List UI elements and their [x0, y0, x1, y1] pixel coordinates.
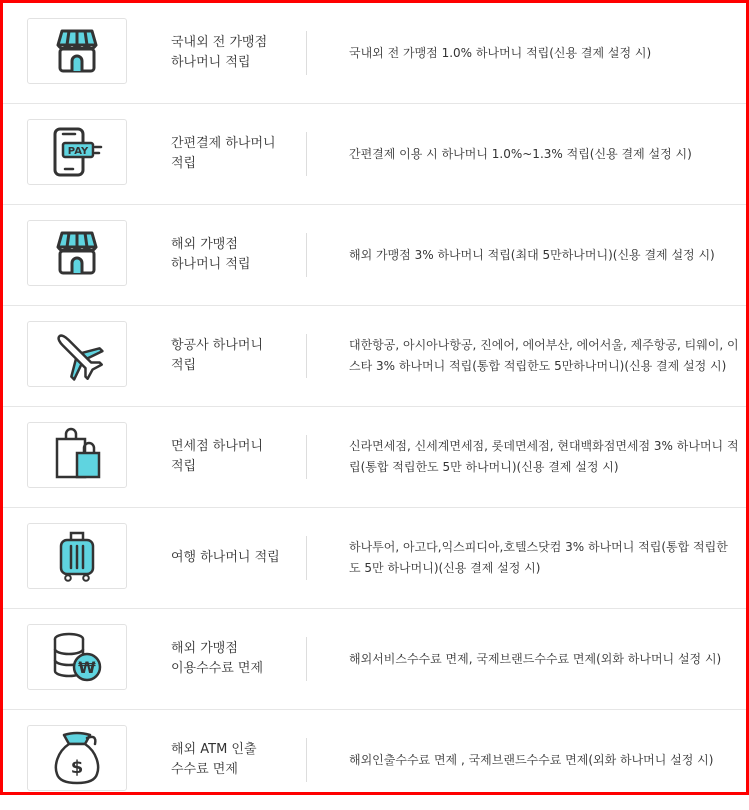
- benefit-icon-box: [27, 321, 127, 387]
- benefit-row: [3, 508, 746, 609]
- benefit-title: 간편결제 하나머니 적립: [171, 136, 276, 171]
- svg-text:$: $: [70, 757, 84, 778]
- divider: [306, 637, 307, 681]
- divider: [306, 31, 307, 75]
- benefit-description: 해외인출수수료 면제 , 국제브랜드수수료 면제(외화 하나머니 설정 시): [349, 752, 714, 767]
- coin-stack-won-icon: [49, 629, 105, 685]
- benefit-icon-box: [27, 725, 127, 791]
- benefit-title: 여행 하나머니 적립: [171, 550, 280, 565]
- benefit-title: 국내외 전 가맹점 하나머니 적립: [171, 35, 268, 70]
- benefit-row: [3, 407, 746, 508]
- benefit-title: 해외 가맹점 하나머니 적립: [171, 237, 251, 272]
- benefit-title: 해외 가맹점 이용수수료 면제: [171, 641, 264, 676]
- benefit-icon-box: [27, 119, 127, 185]
- svg-text:PAY: PAY: [67, 146, 89, 157]
- divider: [306, 233, 307, 277]
- money-bag-icon: [49, 730, 105, 786]
- benefit-icon-box: [27, 220, 127, 286]
- benefit-icon-box: [27, 624, 127, 690]
- benefit-description: 국내외 전 가맹점 1.0% 하나머니 적립(신용 결제 설정 시): [349, 45, 652, 60]
- store-icon: [49, 23, 105, 79]
- suitcase-icon: [49, 528, 105, 584]
- benefit-description: 대한항공, 아시아나항공, 진에어, 에어부산, 에어서울, 제주항공, 티웨이, 이스타 3% 하나머니 적립(통합 적립한도 5만하나머니)(신용 결제 설정 시): [349, 338, 739, 373]
- benefit-description: 해외서비스수수료 면제, 국제브랜드수수료 면제(외화 하나머니 설정 시): [349, 651, 722, 666]
- divider: [306, 738, 307, 782]
- benefit-row: [3, 609, 746, 710]
- divider: [306, 536, 307, 580]
- mobile-pay-icon: [49, 124, 105, 180]
- benefit-icon-box: [27, 523, 127, 589]
- benefit-icon-box: [27, 422, 127, 488]
- benefit-description: 간편결제 이용 시 하나머니 1.0%~1.3% 적립(신용 결제 설정 시): [349, 146, 692, 161]
- benefit-row: [3, 104, 746, 205]
- benefit-description: 하나투어, 아고다,익스피디아,호텔스닷컴 3% 하나머니 적립(통합 적립한도 5만 하나머니)(신용 결제 설정 시): [349, 540, 728, 575]
- benefit-row: [3, 3, 746, 104]
- svg-text:₩: ₩: [78, 658, 96, 677]
- divider: [306, 334, 307, 378]
- benefit-icon-box: [27, 18, 127, 84]
- divider: [306, 435, 307, 479]
- benefit-row: [3, 306, 746, 407]
- airplane-icon: [49, 326, 105, 382]
- divider: [306, 132, 307, 176]
- benefit-row: [3, 205, 746, 306]
- benefit-description: 신라면세점, 신세계면세점, 롯데면세점, 현대백화점면세점 3% 하나머니 적립(통합 적립한도 5만 하나머니)(신용 결제 설정 시): [349, 439, 739, 474]
- shopping-bag-icon: [49, 427, 105, 483]
- benefit-title: 면세점 하나머니 적립: [171, 439, 264, 474]
- benefit-description: 해외 가맹점 3% 하나머니 적립(최대 5만하나머니)(신용 결제 설정 시): [349, 247, 715, 262]
- benefit-title: 해외 ATM 인출 수수료 면제: [171, 742, 257, 777]
- store-icon: [49, 225, 105, 281]
- benefit-row: [3, 710, 746, 795]
- benefit-title: 항공사 하나머니 적립: [171, 338, 264, 373]
